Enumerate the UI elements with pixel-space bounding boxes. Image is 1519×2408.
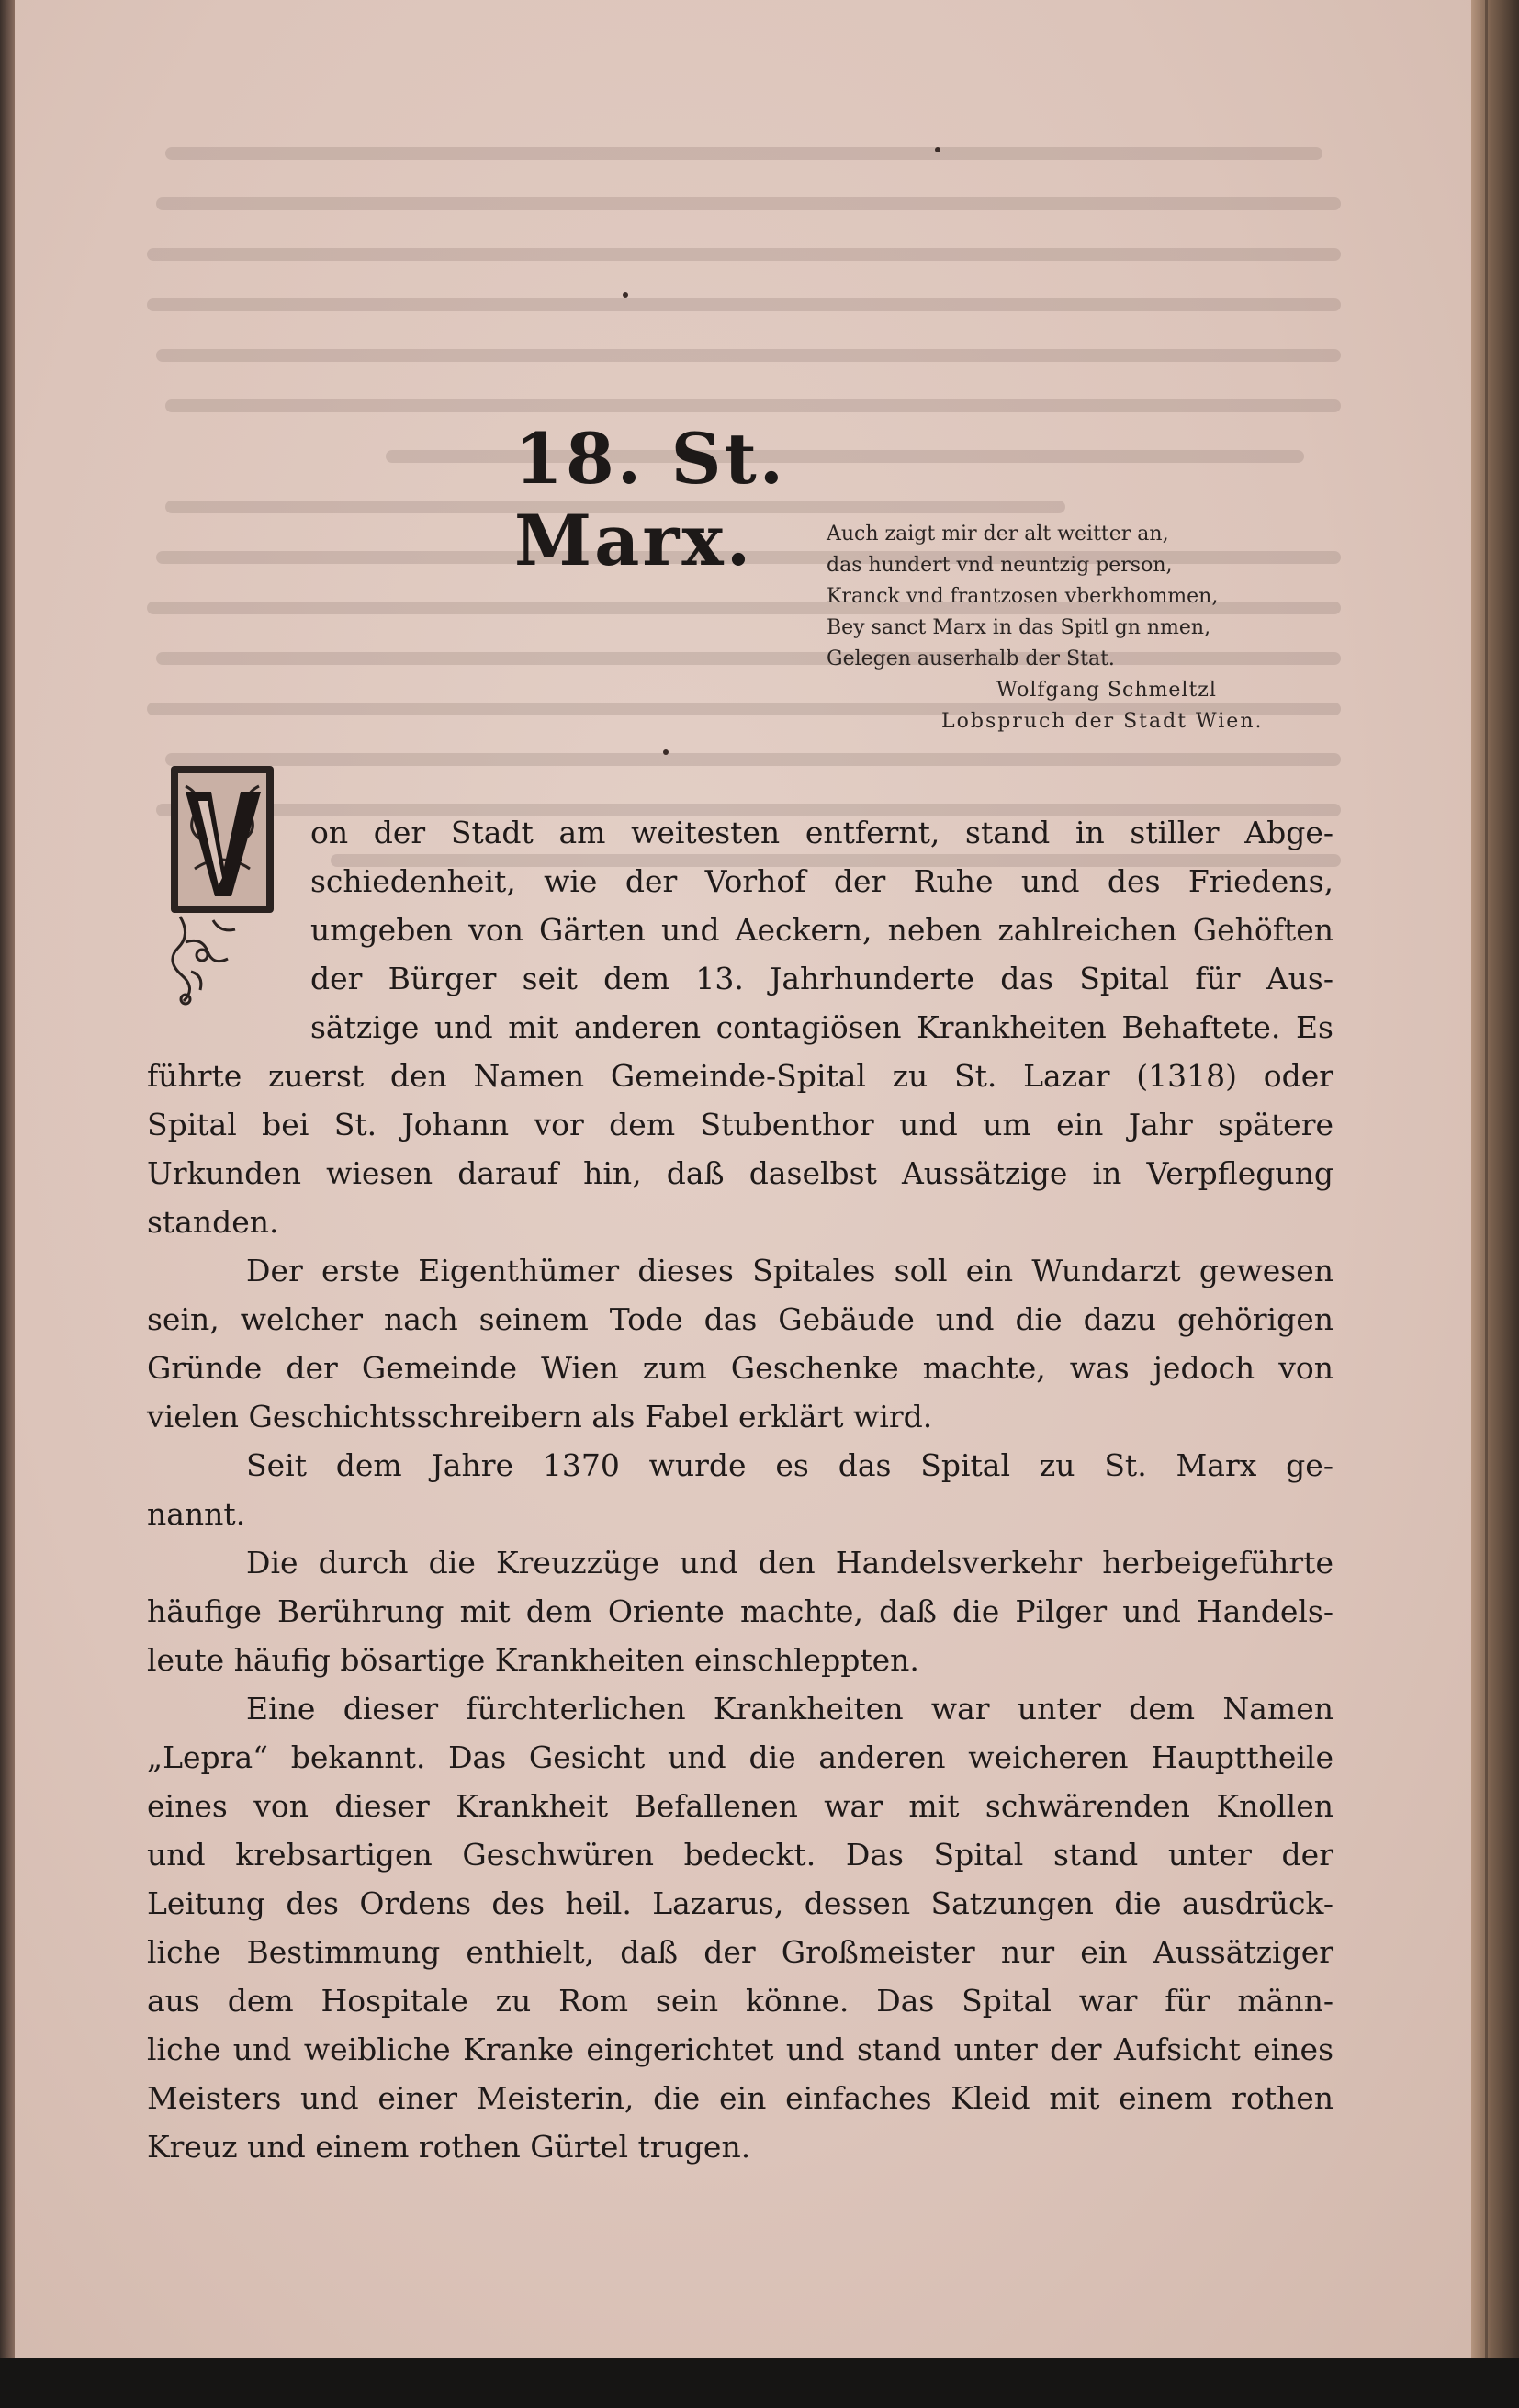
- body-line: Leitung des Ordens des heil. Lazarus, dessen Satzungen die ausdrück-: [147, 1885, 1333, 1921]
- body-line: Urkunden wiesen darauf hin, daß daselbst Aussätzige in Verpflegung: [147, 1155, 1333, 1191]
- ink-speck: [935, 147, 940, 152]
- body-text: [147, 808, 1333, 2171]
- body-line: nannt.: [147, 1496, 246, 1532]
- body-line: häufige Berührung mit dem Oriente machte, daß die Pilger und Handels-: [147, 1593, 1333, 1629]
- body-line: sätzige und mit anderen contagiösen Krankheiten Behaftete. Es: [310, 1009, 1333, 1045]
- ink-speck: [623, 292, 628, 298]
- body-line: Kreuz und einem rothen Gürtel trugen.: [147, 2129, 751, 2165]
- spine-line: [1485, 0, 1488, 2358]
- scan-left-edge: [0, 0, 15, 2408]
- epigraph-line: das hundert vnd neuntzig person,: [827, 554, 1173, 577]
- body-line: „Lepra“ bekannt. Das Gesicht und die anderen weicheren Haupttheile: [147, 1739, 1333, 1775]
- epigraph-work: Lobspruch der Stadt Wien.: [941, 710, 1264, 733]
- epigraph-line: Kranck vnd frantzosen vberkhommen,: [827, 585, 1219, 608]
- body-line: liche und weibliche Kranke eingerichtet und stand unter der Aufsicht eines: [147, 2031, 1333, 2067]
- body-line: sein, welcher nach seinem Tode das Gebäude und die dazu gehörigen: [147, 1301, 1333, 1337]
- body-line: der Bürger seit dem 13. Jahrhunderte das Spital für Aus-: [310, 961, 1333, 996]
- body-line: umgeben von Gärten und Aeckern, neben zahlreichen Gehöften: [310, 912, 1333, 948]
- body-line: Gründe der Gemeinde Wien zum Geschenke machte, was jedoch von: [147, 1350, 1333, 1386]
- body-line: führte zuerst den Namen Gemeinde-Spital zu St. Lazar (1318) oder: [147, 1058, 1333, 1094]
- body-line: schiedenheit, wie der Vorhof der Ruhe und des Friedens,: [310, 863, 1333, 899]
- body-line: leute häufig bösartige Krankheiten einschleppten.: [147, 1642, 919, 1678]
- body-line: liche Bestimmung enthielt, daß der Großmeister nur ein Aussätziger: [147, 1934, 1333, 1970]
- epigraph-line: Bey sanct Marx in das Spitl gn nmen,: [827, 616, 1211, 639]
- body-line: aus dem Hospitale zu Rom sein könne. Das Spital war für männ-: [147, 1983, 1333, 2019]
- body-line: on der Stadt am weitesten entfernt, stand in stiller Abge-: [310, 815, 1333, 850]
- body-line: Der erste Eigenthümer dieses Spitales soll ein Wundarzt gewesen: [246, 1253, 1333, 1288]
- body-line: Spital bei St. Johann vor dem Stubenthor und um ein Jahr spätere: [147, 1107, 1333, 1142]
- body-line: Eine dieser fürchterlichen Krankheiten war unter dem Namen: [246, 1691, 1333, 1727]
- chapter-title: 18. St. Marx.: [514, 418, 787, 581]
- body-line: Meisters und einer Meisterin, die ein einfaches Kleid mit einem rothen: [147, 2080, 1333, 2116]
- ink-speck: [663, 749, 669, 755]
- body-line: Seit dem Jahre 1370 wurde es das Spital zu St. Marx ge-: [246, 1447, 1333, 1483]
- body-line: Die durch die Kreuzzüge und den Handelsverkehr herbeigeführte: [246, 1545, 1333, 1581]
- body-line: eines von dieser Krankheit Befallenen war mit schwärenden Knollen: [147, 1788, 1333, 1824]
- epigraph-line: Auch zaigt mir der alt weitter an,: [827, 523, 1169, 546]
- body-line: vielen Geschichtsschreibern als Fabel erklärt wird.: [147, 1399, 933, 1435]
- epigraph: [827, 519, 1350, 737]
- epigraph-author: Wolfgang Schmeltzl: [996, 679, 1217, 702]
- book-spine-edge: [1471, 0, 1519, 2408]
- body-line: und krebsartigen Geschwüren bedeckt. Das Spital stand unter der: [147, 1837, 1333, 1873]
- body-line: standen.: [147, 1204, 279, 1240]
- scan-bottom-edge: [0, 2358, 1519, 2408]
- epigraph-line: Gelegen auserhalb der Stat.: [827, 647, 1115, 670]
